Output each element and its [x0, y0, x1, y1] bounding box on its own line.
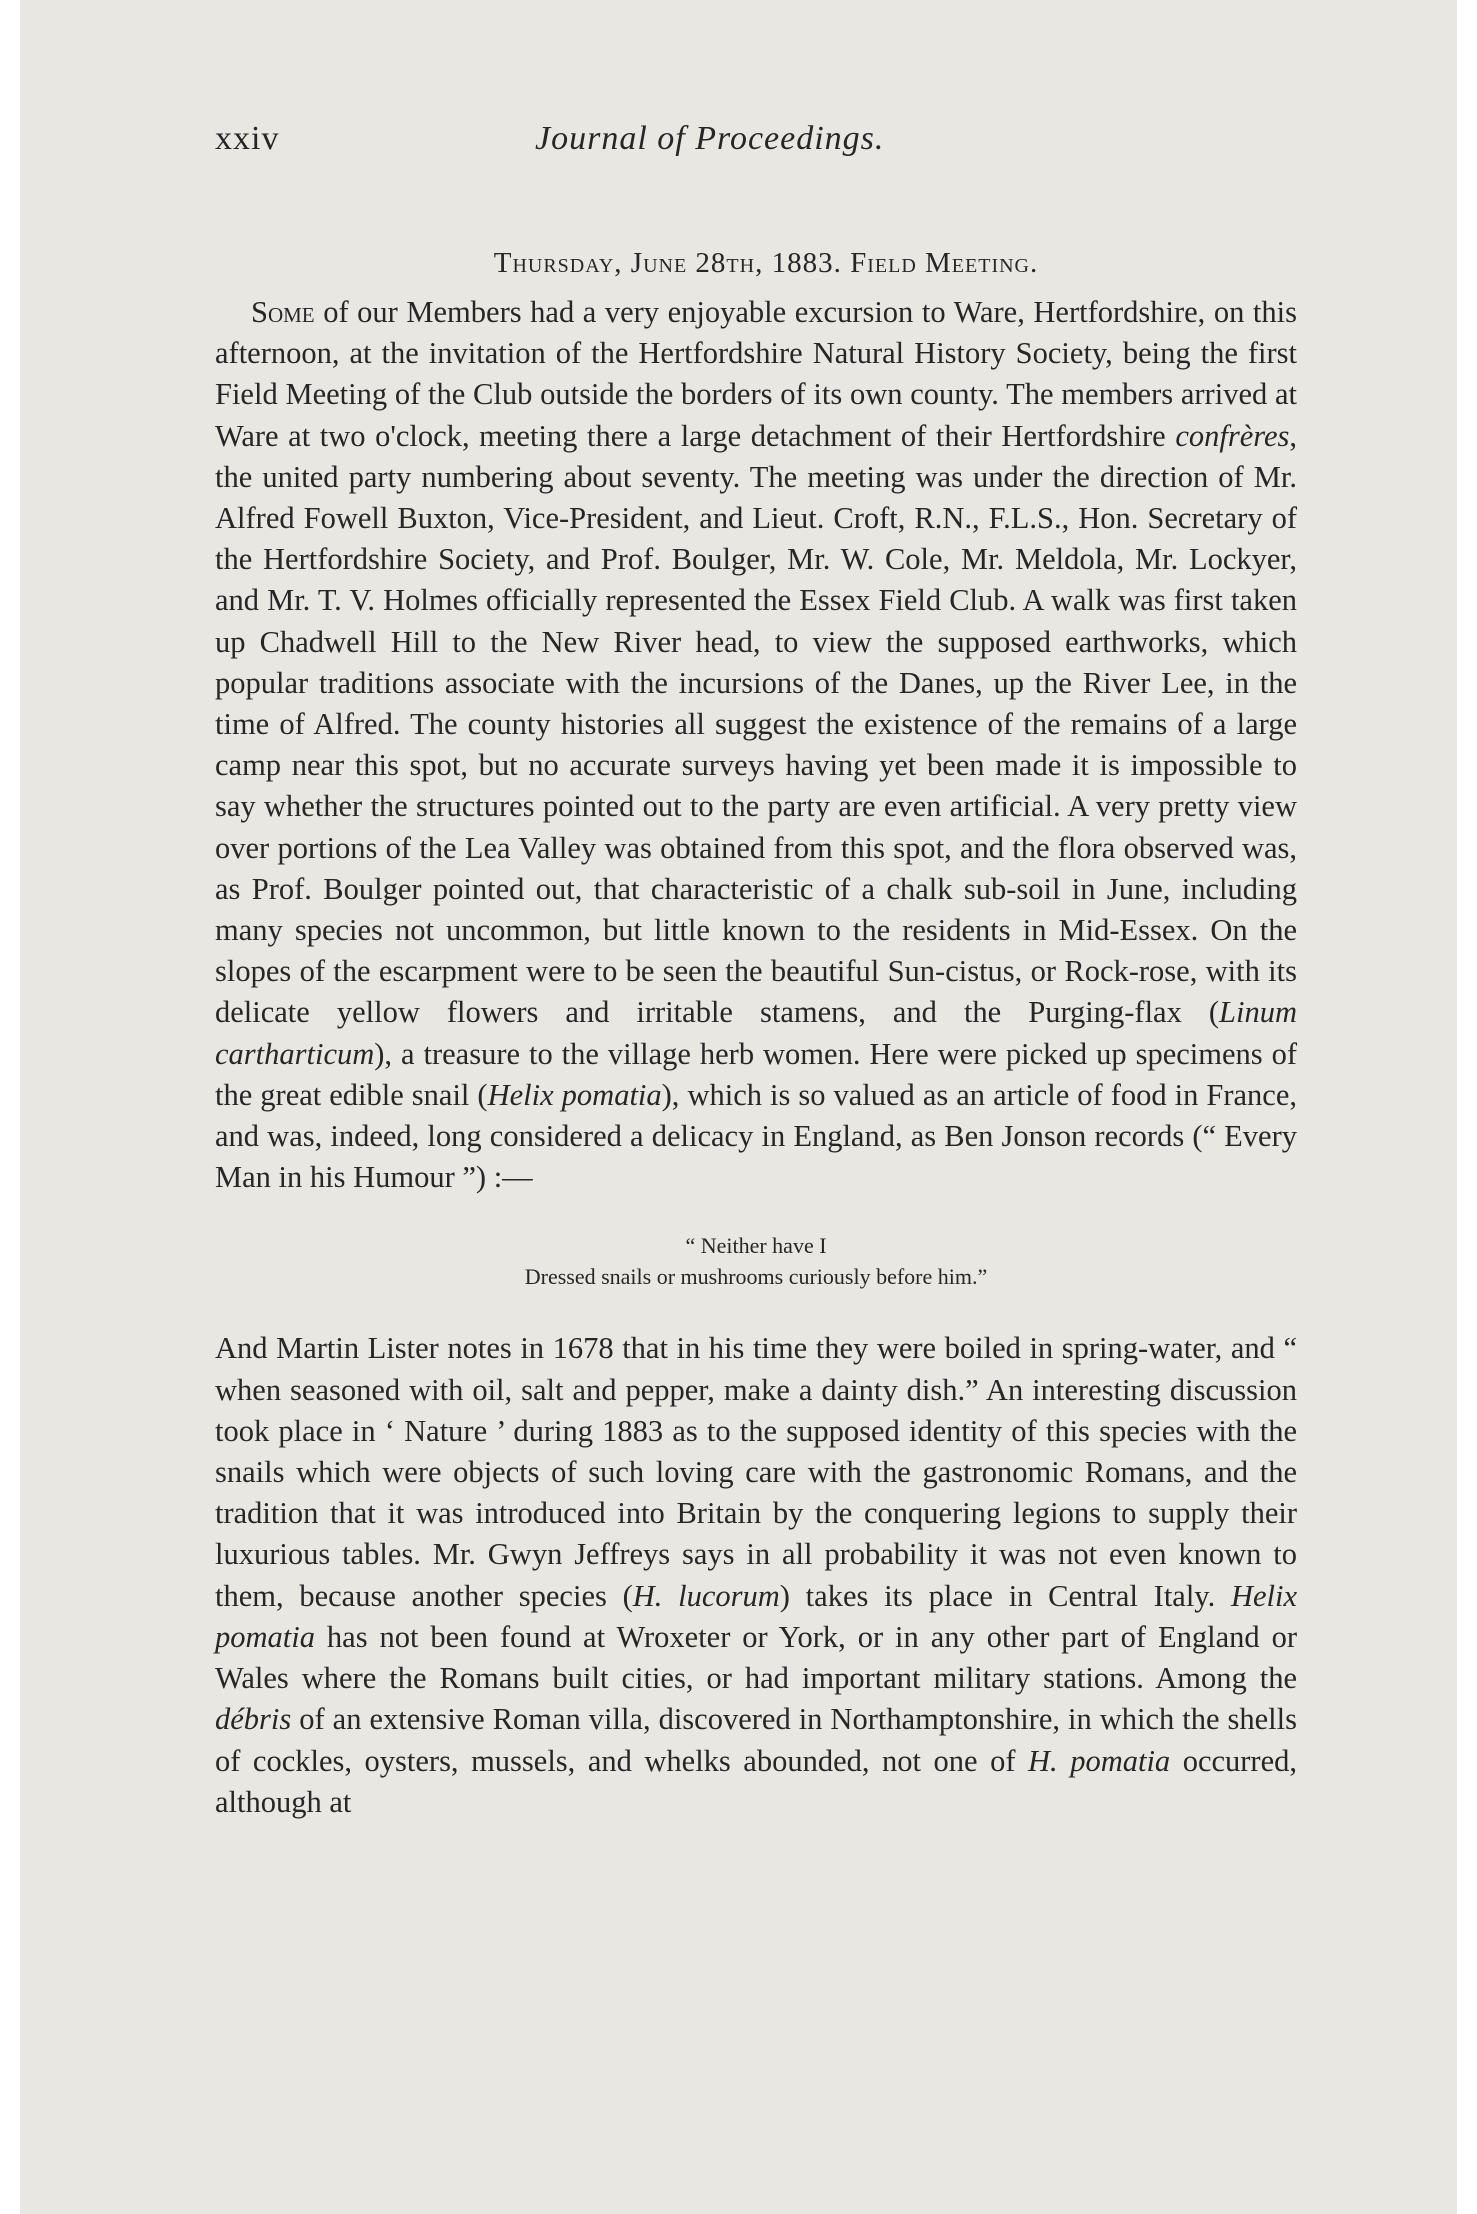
- paragraph-text: of an extensive Roman villa, discovered in Northamptonshire, in which the shells of cockles, oysters, mussels, and whelks abounded, not one of: [215, 1702, 1297, 1778]
- species-name: H. pomatia: [1028, 1743, 1171, 1778]
- italic-term: débris: [215, 1702, 292, 1737]
- page: [20, 0, 1457, 2214]
- paragraph-text: , the united party numbering about seventy. The meeting was under the direction of Mr. Alfred Fowell Buxton, Vice-President, and Lieut. Croft, R.N., F.L.S., Hon. Secretary of the Hertfordshire Society, and Prof. Boulger, Mr. W. Cole, Mr. Meldola, Mr. Lockyer, and Mr. T. V. Holmes officially represented the Essex Field Club. A walk was first taken up Chadwell Hill to the New River head, to view the supposed earthworks, which popular traditions associate with the incursions of the Danes, up the River Lee, in the time of Alfred. The county histories all suggest the existence of the remains of a large camp near this spot, but no accurate surveys having yet been made it is impossible to say whether the structures pointed out to the party are even artificial. A very pretty view over portions of the Lea Valley was obtained from this spot, and the flora observed was, as Prof. Boulger pointed out, that characteristic of a chalk sub-soil in June, including many species not uncommon, but little known to the residents in Mid-Essex. On the slopes of the escarpment were to be seen the beautiful Sun-cistus, or Rock-rose, with its delicate yellow flowers and irritable stamens, and the Purging-flax (: [215, 418, 1297, 1030]
- block-quote: [215, 1230, 1297, 1292]
- paragraph-lead-word: Some: [251, 295, 315, 329]
- paragraph-text: ), a treasure to the village herb women. Here were picked up specimens of the great edible snail (: [215, 1036, 1297, 1112]
- journal-title: Journal of Proceedings.: [535, 120, 885, 157]
- quote-line: “ Neither have I: [685, 1233, 827, 1259]
- section-heading: Thursday, June 28th, 1883. Field Meeting.: [493, 247, 1039, 279]
- paragraph-martin-lister: [215, 1328, 1297, 1822]
- running-head: [215, 110, 1297, 170]
- quote-line: Dressed snails or mushrooms curiously before him.”: [524, 1264, 988, 1290]
- italic-term: confrères: [1175, 418, 1290, 453]
- paragraph-field-meeting: [215, 292, 1297, 1198]
- paragraph-text: ) takes its place in Central Italy.: [779, 1578, 1231, 1613]
- page-number: xxiv: [215, 120, 280, 157]
- paragraph-text: ), which is so valued as an article of food in France, and was, indeed, long considered a delicacy in England, as Ben Jonson records (“ Every Man in his Humour ”) :—: [215, 1077, 1297, 1195]
- paragraph-text: of our Members had a very enjoyable excursion to Ware, Hertfordshire, on this afternoon, at the invitation of the Hertfordshire Natural History Society, being the first Field Meeting of the Club outside the borders of its own county. The members arrived at Ware at two o'clock, meeting there a large detachment of their Hertfordshire: [215, 295, 1297, 453]
- paragraph-text: And Martin Lister notes in 1678 that in his time they were boiled in spring-water, and “ when seasoned with oil, salt and pepper, make a dainty dish.” An interesting discussion took place in ‘ Nature ’ during 1883 as to the supposed identity of this species with the snails which were objects of such loving care with the gastronomic Romans, and the tradition that it was introduced into Britain by the conquering legions to supply their luxurious tables. Mr. Gwyn Jeffreys says in all probability it was not even known to them, because another species (: [215, 1331, 1297, 1613]
- paragraph-text: has not been found at Wroxeter or York, or in any other part of England or Wales where the Romans built cities, or had important military stations. Among the: [215, 1619, 1297, 1696]
- paragraph-text: occurred, although at: [215, 1743, 1297, 1819]
- page-content: [215, 110, 1297, 1823]
- species-name: Helix pomatia: [215, 1578, 1297, 1654]
- species-name: H. lucorum: [632, 1578, 780, 1613]
- species-name: Helix pomatia: [487, 1077, 662, 1112]
- body-text: [215, 292, 1297, 1823]
- species-name: Linum cartharticum: [215, 995, 1297, 1071]
